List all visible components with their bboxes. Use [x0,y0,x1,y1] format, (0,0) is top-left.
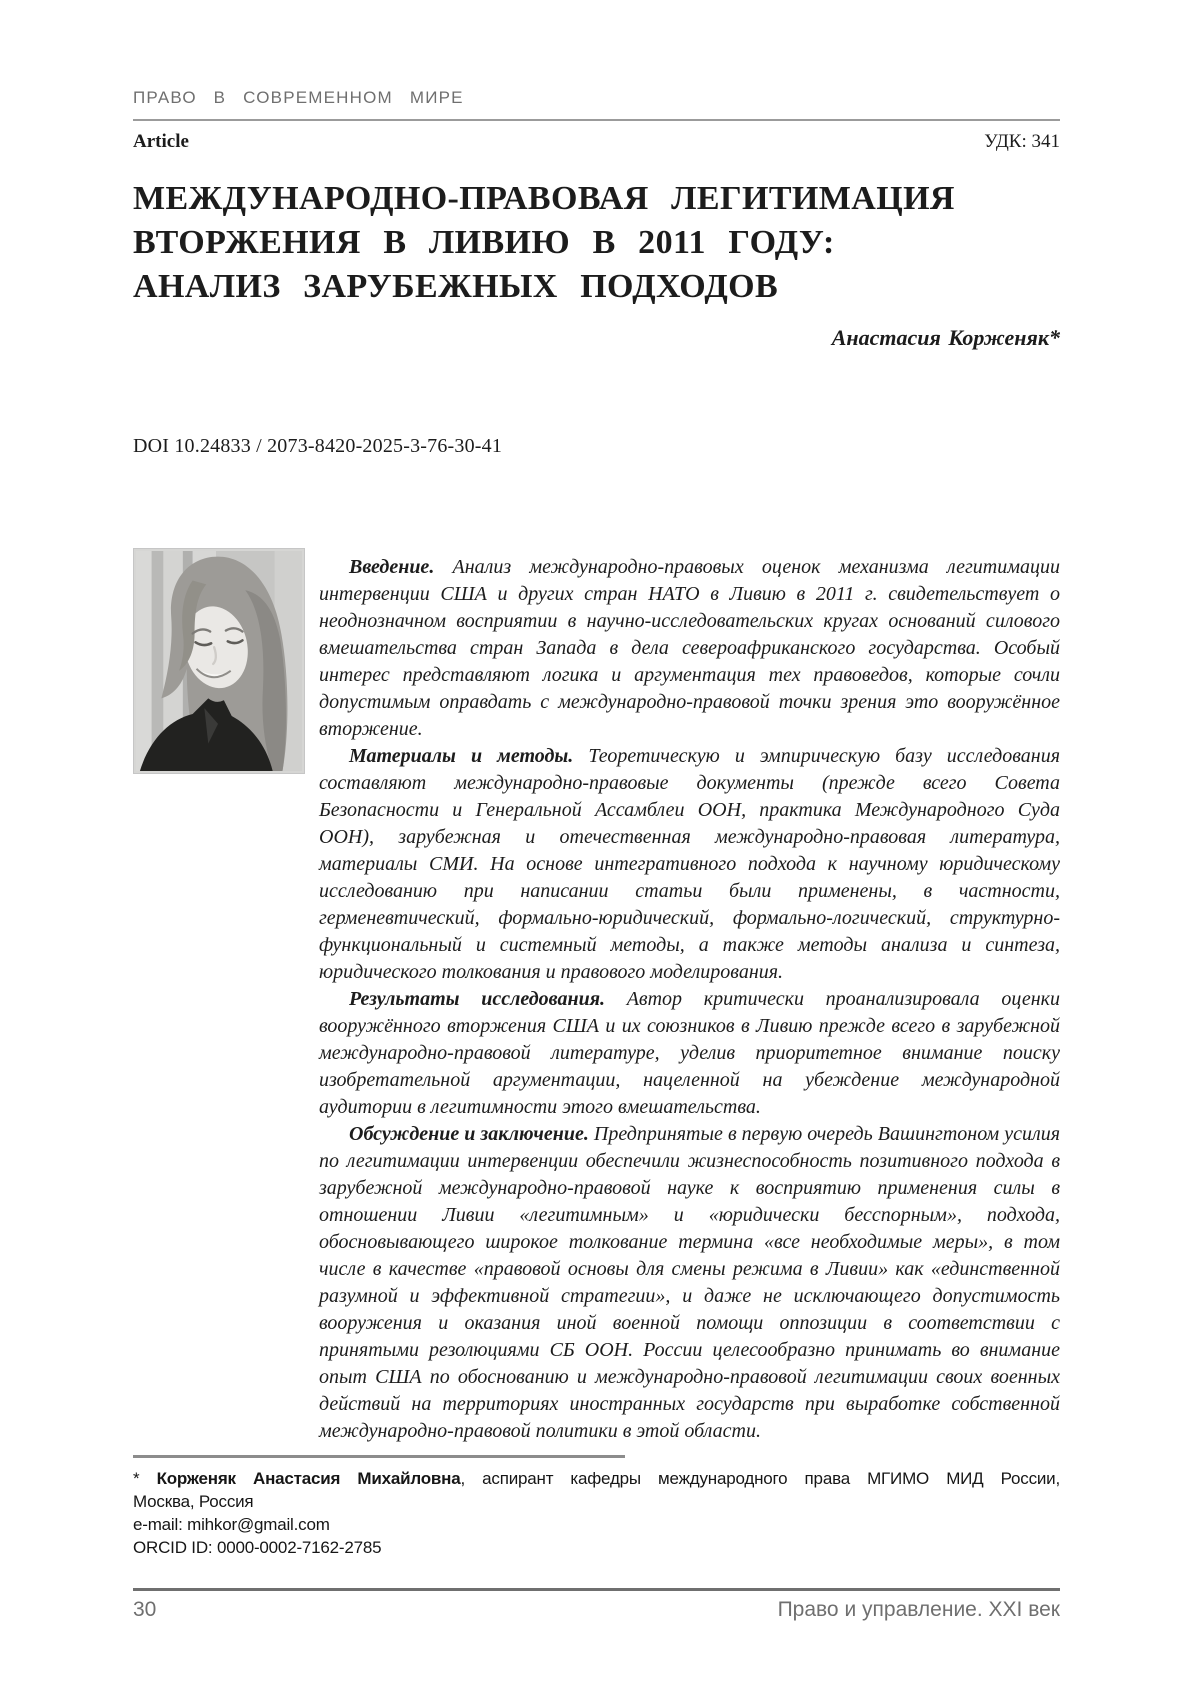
title-line: АНАЛИЗ ЗАРУБЕЖНЫХ ПОДХОДОВ [133,268,779,305]
page-number: 30 [133,1598,157,1621]
author-portrait-photo [133,548,305,774]
abstract-text: Автор критически проанализировала оценки вооружённого вторжения США и их союзников в Ливию прежде всего в зарубежной международно-правовой литературе, уделив приоритетное внимание поиску изобретательной аргументации, нацеленной на убеждение международной аудитории в легитимности этого вмешательства. [319,988,1061,1118]
footnote-author-name: Корженяк Анастасия Михайловна [156,1469,461,1488]
abstract-text: Предпринятые в первую очередь Вашингтоном усилия по легитимации интервенции обеспечили жизнеспособность позитивного подхода в зарубежной международно-правовой науке к восприятию применения силы в отношении Ливии «легитимным» и «юридически бесспорным», подхода, обосновывающего широкое толкование термина «все необходимые меры», в том числе в качестве «правовой основы для смены режима в Ливии» как «единственной разумной и эффективной стратегии», и даже не исключающего допустимость вооружения и оказания иной военной помощи оппозиции в соответствии с принятыми резолюциями СБ ООН. России целесообразно принимать во внимание опыт США по обоснованию и международно-правовой легитимации своих военных действий на территориях иностранных государств при выработке собственной международно-правовой политики в этой области. [319,1123,1061,1442]
abstract-section-discussion-conclusion [319,1121,1060,1445]
abstract [319,548,1060,1445]
udc-label: УДК: 341 [984,131,1060,152]
abstract-heading: Обсуждение и заключение. [349,1123,589,1145]
author-byline: Анастасия Корженяк* [831,325,1060,350]
article-meta-row [133,131,1060,153]
page-footer [133,1598,1060,1622]
footnote-separator-rule [133,1455,625,1458]
header-rule [133,119,1060,121]
doi-line: DOI 10.24833 / 2073-8420-2025-3-76-30-41 [133,435,503,457]
footnote-affiliation-line [133,1467,1060,1490]
title-line: МЕЖДУНАРОДНО-ПРАВОВАЯ ЛЕГИТИМАЦИЯ [133,180,955,217]
article-title [133,177,1060,309]
footnote-email: e-mail: mihkor@gmail.com [133,1515,330,1534]
footnote [133,1455,1060,1559]
abstract-heading: Результаты исследования. [349,988,605,1010]
journal-title: Право и управление. XXI век [777,1598,1060,1621]
title-line: ВТОРЖЕНИЯ В ЛИВИЮ В 2011 ГОДУ: [133,224,835,261]
abstract-text: Теоретическую и эмпирическую базу исследования составляют международно-правовые документы (прежде всего Совета Безопасности и Генеральной Ассамблеи ООН, практика Международного Суда ООН), зарубежная и отечественная международно-правовая литература, материалы СМИ. На основе интегративного подхода к научному юридическому исследованию при написании статьи были применены, в частности, герменевтический, формально-юридический, формально-логический, структурно-функциональный и системный методы, а также методы анализа и синтеза, юридического толкования и правового моделирования. [319,745,1060,983]
photo-and-abstract-row [133,548,1060,1445]
footnote-location: Москва, Россия [133,1492,254,1511]
abstract-text: Анализ международно-правовых оценок механизма легитимации интервенции США и других стран НАТО в Ливию в 2011 г. свидетельствует о неоднозначном восприятии в научно-исследовательских кругах оснований силового вмешательства стран Запада в дела североафриканского государства. Особый интерес представляют логика и аргументация тех правоведов, которые сочли допустимым оправдать с международно-правовой точки зрения это вооружённое вторжение. [319,556,1060,740]
footnote-marker: * [133,1469,140,1488]
abstract-heading: Введение. [349,556,435,578]
abstract-section-introduction [319,554,1060,743]
footnote-affiliation: , аспирант кафедры международного права МГИМО МИД России, [460,1469,1060,1488]
author-portrait-illustration [136,551,302,771]
article-type-label: Article [133,131,189,152]
abstract-section-results [319,986,1060,1121]
running-head: ПРАВО В СОВРЕМЕННОМ МИРЕ [133,88,464,107]
abstract-section-materials-methods [319,743,1060,986]
footer-rule [133,1588,1060,1591]
abstract-heading: Материалы и методы. [349,745,574,767]
footnote-orcid: ORCID ID: 0000-0002-7162-2785 [133,1538,382,1557]
